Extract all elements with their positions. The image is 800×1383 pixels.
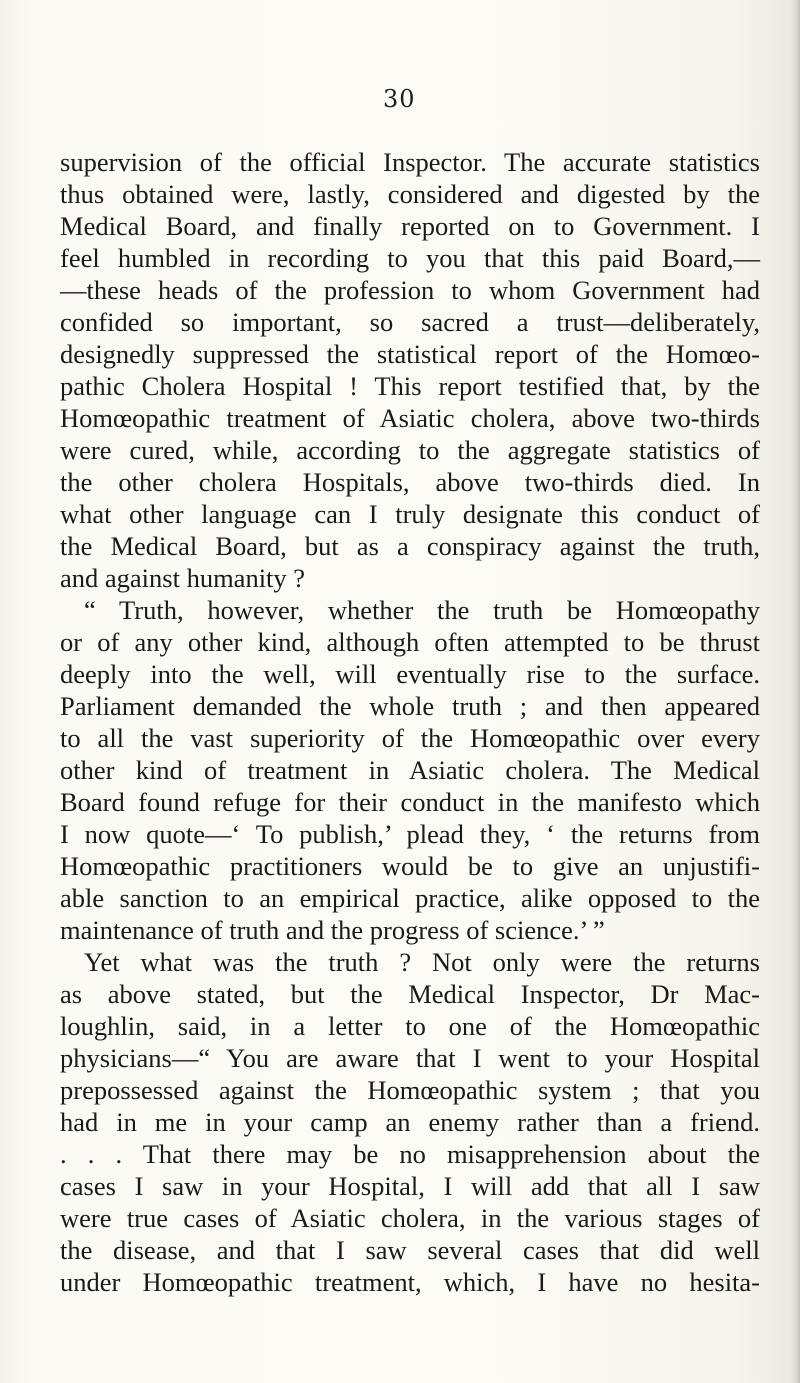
text-line: as above stated, but the Medical Inspector, Dr Mac- <box>60 979 760 1009</box>
text-line: and against humanity ? <box>60 563 306 593</box>
text-line: loughlin, said, in a letter to one of the Homœopathic <box>60 1011 760 1041</box>
text-line: “ Truth, however, whether the truth be Homœopathy <box>84 595 760 625</box>
text-line: Homœopathic treatment of Asiatic cholera, above two-thirds <box>60 403 760 433</box>
text-line: the other cholera Hospitals, above two-thirds died. In <box>60 467 760 497</box>
text-line: able sanction to an empirical practice, alike opposed to the <box>60 883 760 913</box>
text-line: prepossessed against the Homœopathic system ; that you <box>60 1075 760 1105</box>
text-line: to all the vast superiority of the Homœopathic over every <box>60 723 760 753</box>
text-line: the Medical Board, but as a conspiracy against the truth, <box>60 531 760 561</box>
text-line: feel humbled in recording to you that this paid Board,— <box>60 243 760 273</box>
text-line: thus obtained were, lastly, considered and digested by the <box>60 179 760 209</box>
text-line: Homœopathic practitioners would be to give an unjustifi- <box>60 851 760 881</box>
text-line: pathic Cholera Hospital ! This report testified that, by the <box>60 371 760 401</box>
text-line: physicians—“ You are aware that I went to your Hospital <box>60 1043 760 1073</box>
text-line: were true cases of Asiatic cholera, in the various stages of <box>60 1203 760 1233</box>
text-line: confided so important, so sacred a trust—deliberately, <box>60 307 760 337</box>
text-line: were cured, while, according to the aggregate statistics of <box>60 435 760 465</box>
text-line: other kind of treatment in Asiatic cholera. The Medical <box>60 755 760 785</box>
text-line: cases I saw in your Hospital, I will add that all I saw <box>60 1171 760 1201</box>
text-line: Yet what was the truth ? Not only were the returns <box>84 947 760 977</box>
page-number: 30 <box>383 85 416 113</box>
text-line: supervision of the official Inspector. The accurate statistics <box>60 147 760 177</box>
body-text <box>60 146 760 1298</box>
text-line: maintenance of truth and the progress of science.’ ” <box>60 915 605 945</box>
text-line: Parliament demanded the whole truth ; and then appeared <box>60 691 760 721</box>
text-line: —these heads of the profession to whom Government had <box>60 275 760 305</box>
text-line: under Homœopathic treatment, which, I have no hesita- <box>60 1267 760 1297</box>
text-line: the disease, and that I saw several cases that did well <box>60 1235 760 1265</box>
text-line: . . . That there may be no misapprehension about the <box>60 1139 760 1169</box>
text-line: deeply into the well, will eventually rise to the surface. <box>60 659 760 689</box>
text-line: I now quote—‘ To publish,’ plead they, ‘ the returns from <box>60 819 760 849</box>
page-edge-shadow <box>790 0 800 1383</box>
text-line: what other language can I truly designate this conduct of <box>60 499 760 529</box>
text-line: had in me in your camp an enemy rather than a friend. <box>60 1107 760 1137</box>
text-line: Board found refuge for their conduct in the manifesto which <box>60 787 760 817</box>
text-line: designedly suppressed the statistical report of the Homœo- <box>60 339 760 369</box>
text-line: Medical Board, and finally reported on to Government. I <box>60 211 760 241</box>
text-line: or of any other kind, although often attempted to be thrust <box>60 627 760 657</box>
